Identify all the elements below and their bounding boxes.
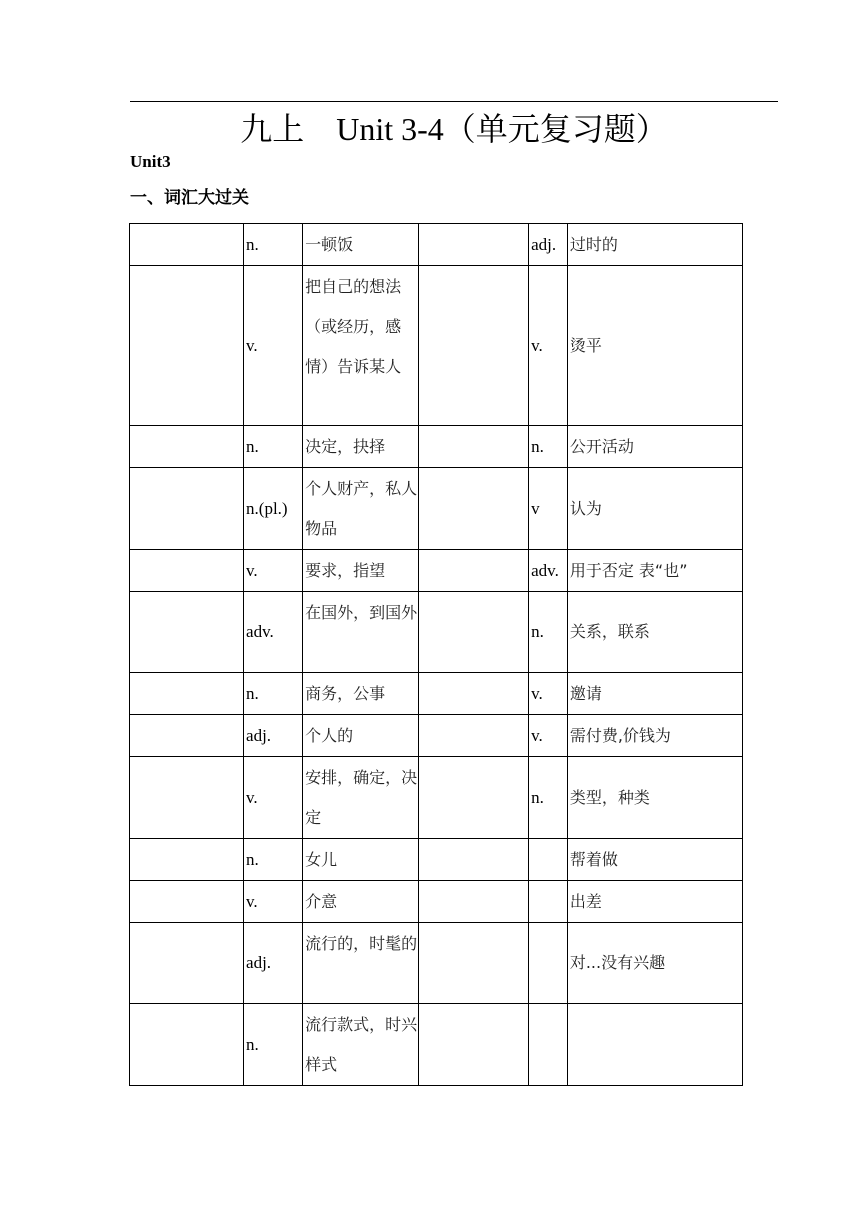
part-of-speech-cell bbox=[529, 881, 568, 923]
word-blank-cell[interactable] bbox=[130, 224, 244, 266]
part-of-speech-cell: v. bbox=[529, 715, 568, 757]
vocabulary-table bbox=[129, 223, 743, 1086]
word-blank-cell[interactable] bbox=[130, 426, 244, 468]
meaning-cell: 个人财产，私人物品 bbox=[303, 468, 419, 550]
word-blank-cell[interactable] bbox=[130, 923, 244, 1004]
word-blank-cell[interactable] bbox=[130, 266, 244, 426]
part-of-speech-cell: v bbox=[529, 468, 568, 550]
meaning-cell: 认为 bbox=[567, 468, 742, 550]
table-row bbox=[130, 923, 743, 1004]
table-row bbox=[130, 715, 743, 757]
meaning-cell: 介意 bbox=[303, 881, 419, 923]
word-blank-cell[interactable] bbox=[130, 673, 244, 715]
part-of-speech-cell: v. bbox=[244, 550, 303, 592]
part-of-speech-cell bbox=[529, 1004, 568, 1086]
part-of-speech-cell: n. bbox=[244, 426, 303, 468]
meaning-cell: 要求，指望 bbox=[303, 550, 419, 592]
meaning-cell: 公开活动 bbox=[567, 426, 742, 468]
word-blank-cell[interactable] bbox=[419, 673, 529, 715]
part-of-speech-cell: adj. bbox=[244, 715, 303, 757]
part-of-speech-cell: n. bbox=[244, 224, 303, 266]
meaning-cell: 烫平 bbox=[567, 266, 742, 426]
part-of-speech-cell: n. bbox=[529, 592, 568, 673]
word-blank-cell[interactable] bbox=[130, 468, 244, 550]
section-heading: 一、词汇大过关 bbox=[130, 188, 249, 208]
meaning-cell: 流行款式，时兴样式 bbox=[303, 1004, 419, 1086]
table-row bbox=[130, 839, 743, 881]
word-blank-cell[interactable] bbox=[130, 592, 244, 673]
meaning-cell: 个人的 bbox=[303, 715, 419, 757]
meaning-cell: 关系，联系 bbox=[567, 592, 742, 673]
part-of-speech-cell: n. bbox=[244, 673, 303, 715]
part-of-speech-cell: n. bbox=[529, 426, 568, 468]
table-row bbox=[130, 1004, 743, 1086]
word-blank-cell[interactable] bbox=[419, 715, 529, 757]
word-blank-cell[interactable] bbox=[130, 881, 244, 923]
word-blank-cell[interactable] bbox=[419, 426, 529, 468]
part-of-speech-cell: n.(pl.) bbox=[244, 468, 303, 550]
meaning-cell: 在国外，到国外 bbox=[303, 592, 419, 673]
meaning-cell: 过时的 bbox=[567, 224, 742, 266]
table-row bbox=[130, 550, 743, 592]
part-of-speech-cell: v. bbox=[529, 266, 568, 426]
word-blank-cell[interactable] bbox=[130, 715, 244, 757]
table-row bbox=[130, 881, 743, 923]
table-row bbox=[130, 468, 743, 550]
part-of-speech-cell: v. bbox=[244, 266, 303, 426]
word-blank-cell[interactable] bbox=[130, 839, 244, 881]
meaning-cell: 流行的，时髦的 bbox=[303, 923, 419, 1004]
word-blank-cell[interactable] bbox=[130, 1004, 244, 1086]
table-row bbox=[130, 757, 743, 839]
part-of-speech-cell: adv. bbox=[529, 550, 568, 592]
meaning-cell: 商务，公事 bbox=[303, 673, 419, 715]
part-of-speech-cell: n. bbox=[244, 839, 303, 881]
part-of-speech-cell bbox=[529, 923, 568, 1004]
meaning-cell: 女儿 bbox=[303, 839, 419, 881]
document-title: 九上 Unit 3-4（单元复习题） bbox=[240, 111, 668, 147]
word-blank-cell[interactable] bbox=[419, 923, 529, 1004]
part-of-speech-cell: n. bbox=[244, 1004, 303, 1086]
meaning-cell: 用于否定 表“也” bbox=[567, 550, 742, 592]
word-blank-cell[interactable] bbox=[419, 468, 529, 550]
meaning-cell: 需付费,价钱为 bbox=[567, 715, 742, 757]
table-row bbox=[130, 224, 743, 266]
part-of-speech-cell: v. bbox=[244, 881, 303, 923]
part-of-speech-cell: adj. bbox=[529, 224, 568, 266]
unit-heading: Unit3 bbox=[130, 152, 171, 171]
word-blank-cell[interactable] bbox=[419, 1004, 529, 1086]
part-of-speech-cell: adj. bbox=[244, 923, 303, 1004]
meaning-cell: 一顿饭 bbox=[303, 224, 419, 266]
word-blank-cell[interactable] bbox=[130, 757, 244, 839]
meaning-cell: 类型，种类 bbox=[567, 757, 742, 839]
meaning-cell: 出差 bbox=[567, 881, 742, 923]
word-blank-cell[interactable] bbox=[130, 550, 244, 592]
meaning-cell: 安排，确定，决定 bbox=[303, 757, 419, 839]
table-row bbox=[130, 592, 743, 673]
part-of-speech-cell: n. bbox=[529, 757, 568, 839]
part-of-speech-cell: v. bbox=[244, 757, 303, 839]
word-blank-cell[interactable] bbox=[419, 757, 529, 839]
table-row bbox=[130, 266, 743, 426]
word-blank-cell[interactable] bbox=[419, 266, 529, 426]
word-blank-cell[interactable] bbox=[419, 839, 529, 881]
vocabulary-table-body bbox=[130, 224, 743, 1086]
meaning-cell: 决定，抉择 bbox=[303, 426, 419, 468]
header-rule bbox=[130, 101, 778, 102]
word-blank-cell[interactable] bbox=[419, 224, 529, 266]
meaning-cell: 把自己的想法（或经历，感情）告诉某人 bbox=[303, 266, 419, 426]
meaning-cell: 帮着做 bbox=[567, 839, 742, 881]
meaning-cell: 邀请 bbox=[567, 673, 742, 715]
table-row bbox=[130, 673, 743, 715]
table-row bbox=[130, 426, 743, 468]
part-of-speech-cell: adv. bbox=[244, 592, 303, 673]
word-blank-cell[interactable] bbox=[419, 550, 529, 592]
meaning-cell bbox=[567, 1004, 742, 1086]
word-blank-cell[interactable] bbox=[419, 881, 529, 923]
word-blank-cell[interactable] bbox=[419, 592, 529, 673]
meaning-cell: 对...没有兴趣 bbox=[567, 923, 742, 1004]
part-of-speech-cell: v. bbox=[529, 673, 568, 715]
part-of-speech-cell bbox=[529, 839, 568, 881]
